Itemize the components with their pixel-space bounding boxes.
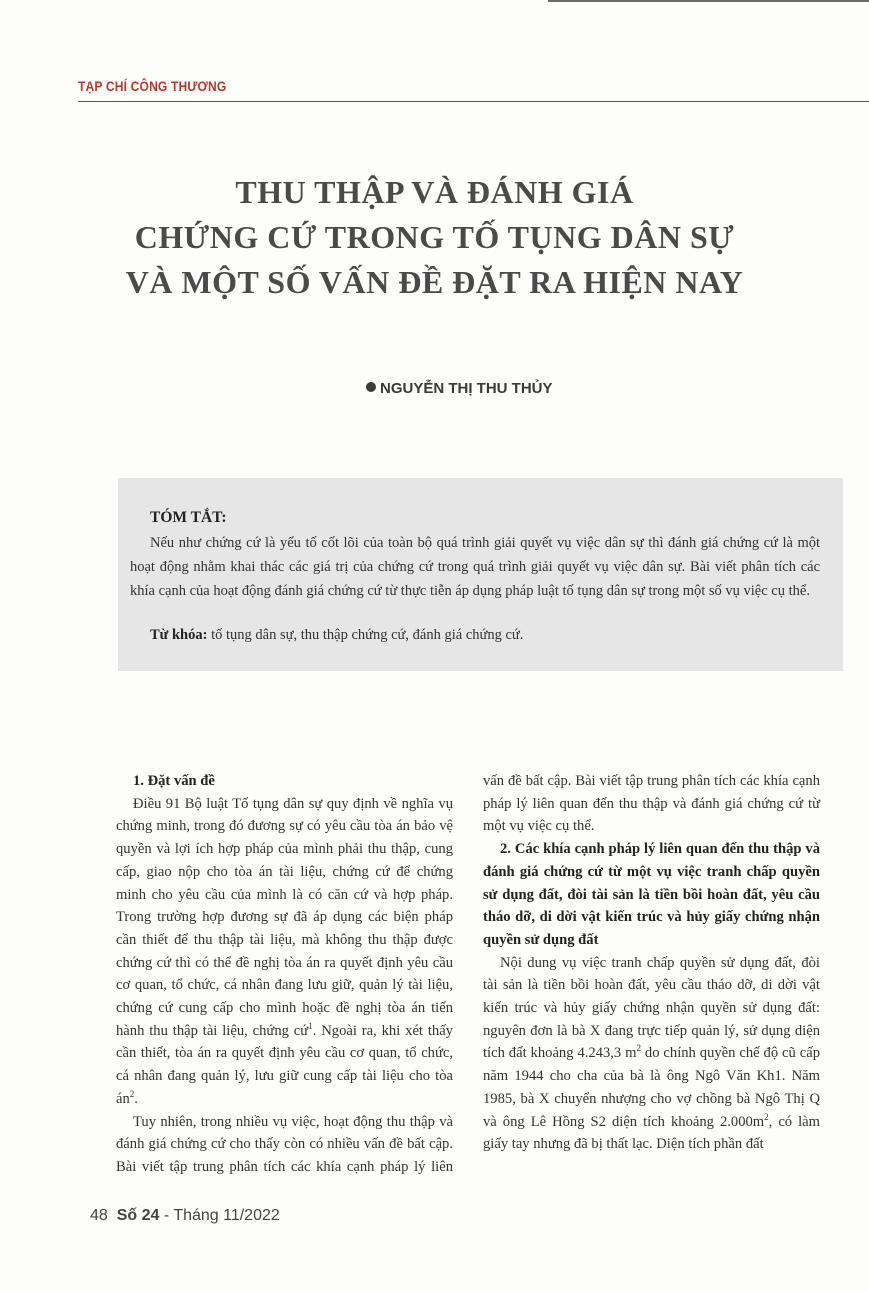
issue-number: Số 24 xyxy=(116,1207,160,1224)
issue-date: - Tháng 11/2022 xyxy=(163,1207,280,1224)
footnote-1: 1 xyxy=(308,1020,313,1031)
author-name: NGUYỄN THỊ THU THỦY xyxy=(380,380,553,397)
page-footer xyxy=(90,1207,280,1225)
title-line-3: VÀ MỘT SỐ VẤN ĐỀ ĐẶT RA HIỆN NAY xyxy=(125,264,744,300)
keywords-label: Từ khóa: xyxy=(150,627,208,643)
journal-name: TẠP CHÍ CÔNG THƯƠNG xyxy=(78,78,227,94)
top-rule xyxy=(548,0,869,2)
section-2-paragraph-1: Nội dung vụ việc tranh chấp quyền sử dụng đất, đòi tài sản là tiền bồi hoàn đất, yêu cầu tháo dỡ, di dời vật kiến trúc và hủy giấy chứng nhận quyền sử dụng đất: nguyên đơn là bà X đang trực tiếp quản lý, sử dụng diện tích đất khoảng 4.243,3 $m^2$ do chính quyền chế độ cũ cấp năm 1944 cho cha của bà là ông Ngô Văn Kh1. Năm 1985, bà X chuyển nhượng cho vợ chồng bà Ngô Thị Q và ông Lê Hồng S2 diện tích khoảng $2.000m^2$, có làm giấy tay nhưng đã bị thất lạc. Diện tích phần đất xyxy=(483,954,821,1153)
section-1-paragraph-2-cont: vấn đề bất cập. Bài viết tập trung phân tích các khía cạnh pháp lý liên quan đến thu thập và đánh giá chứng cứ từ một vụ việc cụ thể. xyxy=(483,773,820,835)
right-column xyxy=(483,770,820,1156)
journal-underline xyxy=(78,101,248,102)
header-rule xyxy=(248,101,869,102)
section-2-heading: 2. Các khía cạnh pháp lý liên quan đến thu thập và đánh giá chứng cứ từ một vụ việc tranh chấp quyền sử dụng đất, đòi tài sản là tiền bồi hoàn đất, yêu cầu tháo dỡ, di dời vật kiến trúc và hủy giấy chứng nhận quyền sử dụng đất xyxy=(483,841,820,948)
abstract-heading: TÓM TẮT: xyxy=(150,509,227,526)
title-line-1: THU THẬP VÀ ĐÁNH GIÁ xyxy=(235,174,634,210)
section-1-paragraph-2: Tuy nhiên, trong nhiều vụ việc, hoạt động thu thập và đánh giá chứng cứ cho thấy còn có nhiều vấn đề bất cập. Bài viết tập trung phân tích các khía cạnh pháp lý liên xyxy=(116,1113,453,1175)
keywords-text: tố tụng dân sự, thu thập chứng cứ, đánh giá chứng cứ. xyxy=(211,627,524,643)
section-1-paragraph-1: Điều 91 Bộ luật Tố tụng dân sự quy định về nghĩa vụ chứng minh, trong đó đương sự có yêu cầu tòa án bảo vệ quyền và lợi ích hợp pháp của mình phải thu thập, cung cấp, giao nộp cho tòa án tài liệu, chứng cứ để chứng minh cho yêu cầu của mình là có căn cứ và hợp pháp. Trong trường hợp đương sự đã áp dụng các biện pháp cần thiết để thu thập tài liệu, mà không thu thập được chứng cứ thì có thể đề nghị tòa án ra quyết định yêu cầu cơ quan, tổ chức, cá nhân đang lưu giữ, quản lý tài liệu, chứng cứ cung cấp cho mình hoặc đề nghị tòa án tiến hành thu thập tài liệu, chứng cứ$^1$. Ngoài ra, khi xét thấy cần thiết, tòa án ra quyết định yêu cầu cơ quan, tổ chức, cá nhân đang quản lý, lưu giữ cung cấp tài liệu cho tòa $án^2$. xyxy=(116,795,453,1107)
footnote-2: 2 xyxy=(129,1088,135,1099)
bullet-icon xyxy=(366,382,376,392)
author-line xyxy=(366,380,553,397)
title-line-2: CHỨNG CỨ TRONG TỐ TỤNG DÂN SỰ xyxy=(134,219,735,255)
abstract-text: Nếu như chứng cứ là yếu tố cốt lõi của toàn bộ quá trình giải quyết vụ việc dân sự thì đánh giá chứng cứ là một hoạt động nhằm khai thác các giá trị của chứng cứ trong quá trình giải quyết vụ việc dân sự. Bài viết phân tích các khía cạnh của hoạt động đánh giá chứng cứ từ thực tiễn áp dụng pháp luật tố tụng dân sự trong một số vụ việc cụ thể. xyxy=(130,535,820,599)
left-column xyxy=(116,770,453,1179)
article-title xyxy=(0,170,869,305)
keywords xyxy=(150,627,523,644)
section-1-heading: 1. Đặt vấn đề xyxy=(133,773,215,789)
page-number: 48 xyxy=(90,1207,108,1224)
